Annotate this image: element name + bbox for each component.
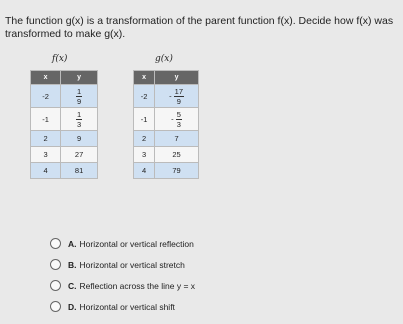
f-cell-x: -1 [31,108,61,131]
radio-button[interactable] [50,238,61,249]
option-letter: B. [68,259,77,270]
table-row [134,147,199,163]
f-table-title: f(x) [52,54,68,64]
option-a[interactable] [50,233,195,254]
f-cell-y: 81 [61,163,98,179]
g-cell-y: - $\frac{5}{3}$ [155,108,199,131]
g-table-title: g(x) [155,54,173,64]
table-row [31,163,98,179]
table-row [134,131,199,147]
g-cell-y: 7 [155,131,199,147]
radio-button[interactable] [50,280,61,291]
table-row [134,85,199,108]
table-row [31,85,98,108]
table-row [31,147,98,163]
option-text: Horizontal or vertical stretch [79,259,185,270]
f-cell-y: 9 [61,131,98,147]
g-cell-x: -2 [134,85,155,108]
option-text: Reflection across the line y = x [79,280,196,291]
g-cell-y: 79 [155,163,199,179]
g-cell-x: 4 [134,163,155,179]
f-cell-x: -2 [31,85,61,108]
g-cell-x: -1 [134,108,155,131]
table-row [31,131,98,147]
f-cell-y: $\frac{1}{9}$ [61,85,98,108]
table-row [134,108,199,131]
f-table [30,70,98,179]
g-cell-x: 2 [134,131,155,147]
f-cell-x: 3 [31,147,61,163]
g-header-x: x [134,71,155,85]
f-cell-x: 4 [31,163,61,179]
option-letter: C. [68,280,77,291]
option-d[interactable] [50,296,195,317]
g-cell-x: 3 [134,147,155,163]
radio-button[interactable] [50,301,61,312]
g-table [133,70,199,179]
answer-options [50,233,195,317]
option-letter: D. [68,301,77,312]
option-text: Horizontal or vertical shift [79,301,175,312]
f-cell-x: 2 [31,131,61,147]
table-row [31,108,98,131]
f-header-y: y [61,71,98,85]
table-row [134,163,199,179]
f-header-x: x [31,71,61,85]
g-header-y: y [155,71,199,85]
f-cell-y: $\frac{1}{3}$ [61,108,98,131]
g-cell-y: 25 [155,147,199,163]
option-letter: A. [68,238,77,249]
g-cell-y: - $\frac{17}{9}$ [155,85,199,108]
option-text: Horizontal or vertical reflection [79,238,194,249]
option-c[interactable] [50,275,195,296]
f-cell-y: 27 [61,147,98,163]
question-prompt: The function g(x) is a transformation of the parent function f(x). Decide how f(x) was transformed to make g(x). [5,15,394,40]
radio-button[interactable] [50,259,61,270]
option-b[interactable] [50,254,195,275]
